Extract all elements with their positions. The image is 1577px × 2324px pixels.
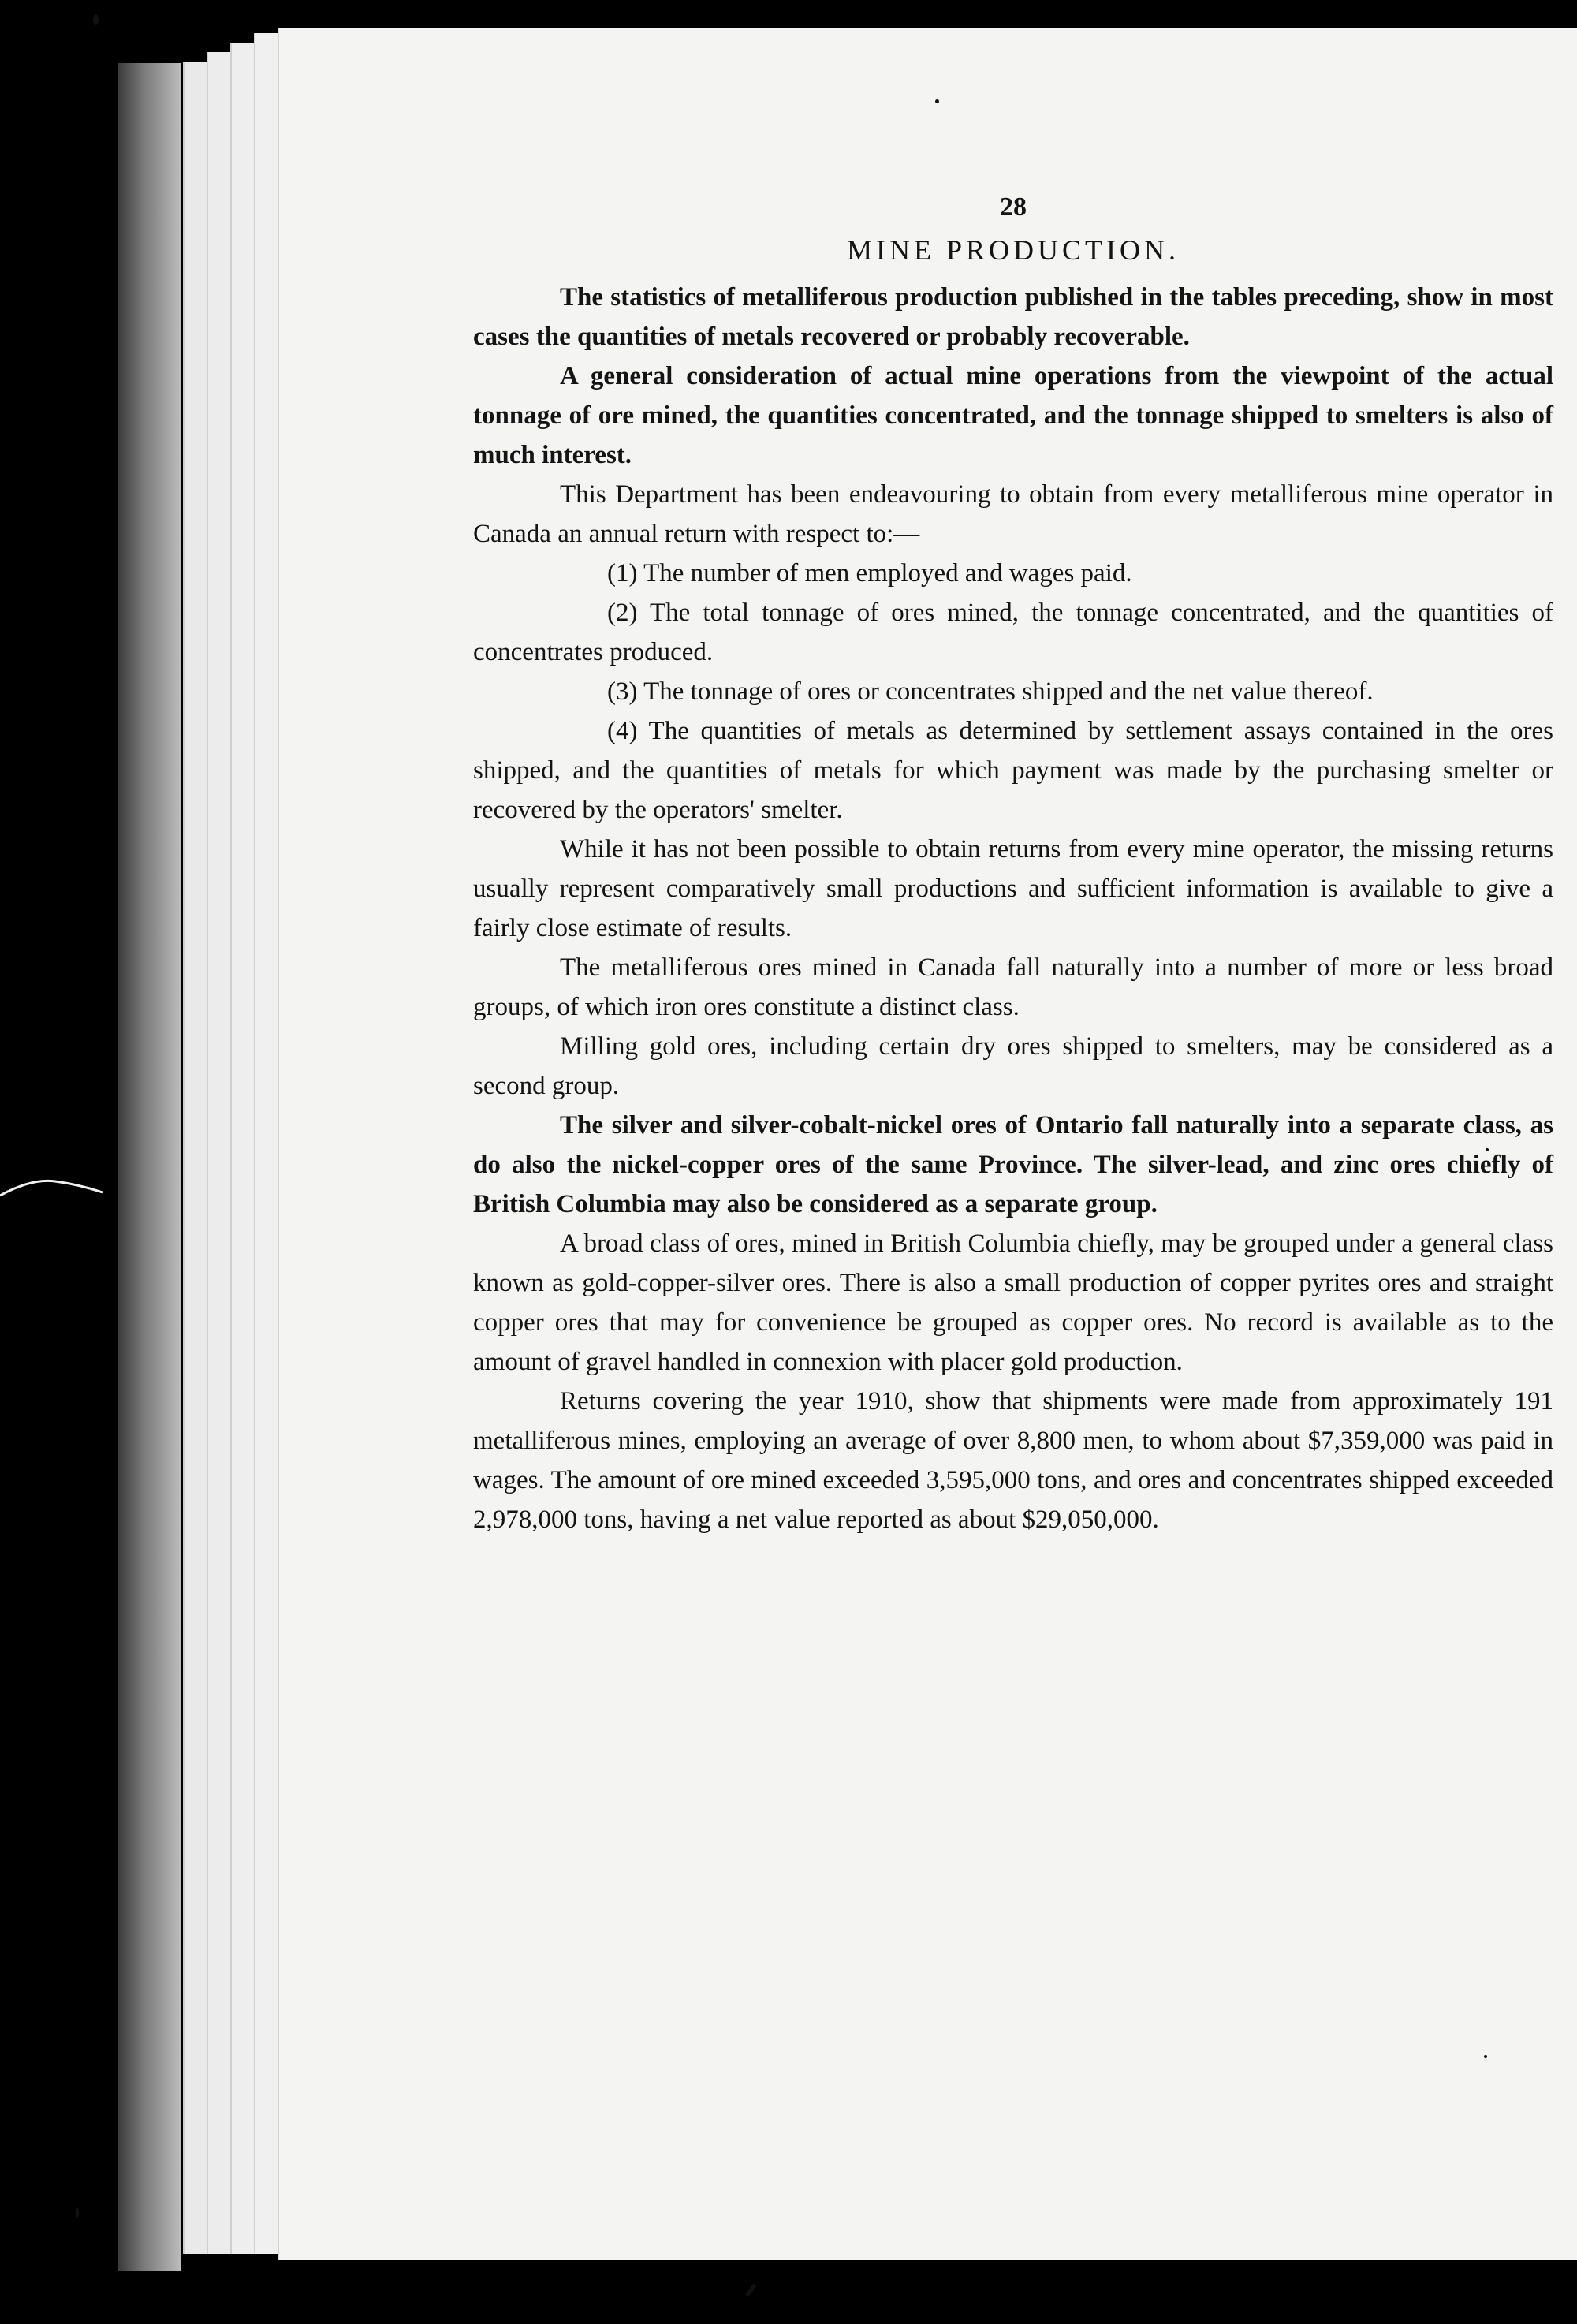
list-item-4: (4) The quantities of metals as determined by settlement assays contained in the ores shipped, and the quantities of metals for which payment was made by the purchasing smelter or recovered by the operators' smelter. <box>473 717 1553 824</box>
dust-speck <box>745 2283 756 2297</box>
book-binding-shadow <box>118 63 181 2271</box>
paragraph-department-returns: This Department has been endeavouring to obtain from every metalliferous mine operator in Canada an annual return with respect to:— <box>473 480 1553 548</box>
list-item-2: (2) The total tonnage of ores mined, the tonnage concentrated, and the quantities of concentrates produced. <box>473 599 1553 666</box>
paragraph-milling-gold: Milling gold ores, including certain dry ores shipped to smelters, may be considered as a second group. <box>473 1032 1553 1100</box>
paragraph-silver-ores: The silver and silver-cobalt-nickel ores of Ontario fall naturally into a separate class, as do also the nickel-copper ores of the same Province. The silver-lead, and zinc ores chiefly of British Columbia may also be considered as a separate group. <box>473 1111 1553 1218</box>
paragraph-missing-returns: While it has not been possible to obtain returns from every mine operator, the missing returns usually represent comparatively small productions and sufficient information is available to give a fairly close estimate of results. <box>473 835 1553 942</box>
paragraph-general-consideration: A general consideration of actual mine operations from the viewpoint of the actual tonnage of ore mined, the quantities concentrated, and the tonnage shipped to smelters is also of much interest. <box>473 362 1553 469</box>
page-content <box>473 188 1553 1539</box>
page-number: 28 <box>1000 192 1027 222</box>
paragraph-gold-copper-silver: A broad class of ores, mined in British Columbia chiefly, may be grouped under a general class known as gold-copper-silver ores. There is also a small production of copper pyrites ores and straight copper ores that may for convenience be grouped as copper ores. No record is available as to the amount of gravel handled in connexion with placer gold production. <box>473 1229 1553 1376</box>
dust-speck <box>935 99 939 103</box>
list-item-1: (1) The number of men employed and wages paid. <box>607 559 1132 588</box>
section-title: MINE PRODUCTION. <box>847 234 1180 266</box>
paragraph-returns-1910: Returns covering the year 1910, show that shipments were made from approximately 191 metalliferous mines, employing an average of over 8,800 men, to whom about $7,359,000 was paid in wages. The amount of ore mined exceeded 3,595,000 tons, and ores and concentrates shipped exceeded 2,978,000 tons, having a net value reported as about $29,050,000. <box>473 1387 1553 1534</box>
dust-speck <box>93 14 99 25</box>
page-tear-mark <box>0 1172 103 1203</box>
dust-speck <box>1484 2055 1487 2058</box>
paragraph-ore-groups: The metalliferous ores mined in Canada fall naturally into a number of more or less broad groups, of which iron ores constitute a distinct class. <box>473 953 1553 1021</box>
dust-speck <box>76 2208 79 2218</box>
paragraph-statistics: The statistics of metalliferous production published in the tables preceding, show in most cases the quantities of metals recovered or probably recoverable. <box>473 283 1553 351</box>
list-item-3: (3) The tonnage of ores or concentrates shipped and the net value thereof. <box>607 677 1374 706</box>
